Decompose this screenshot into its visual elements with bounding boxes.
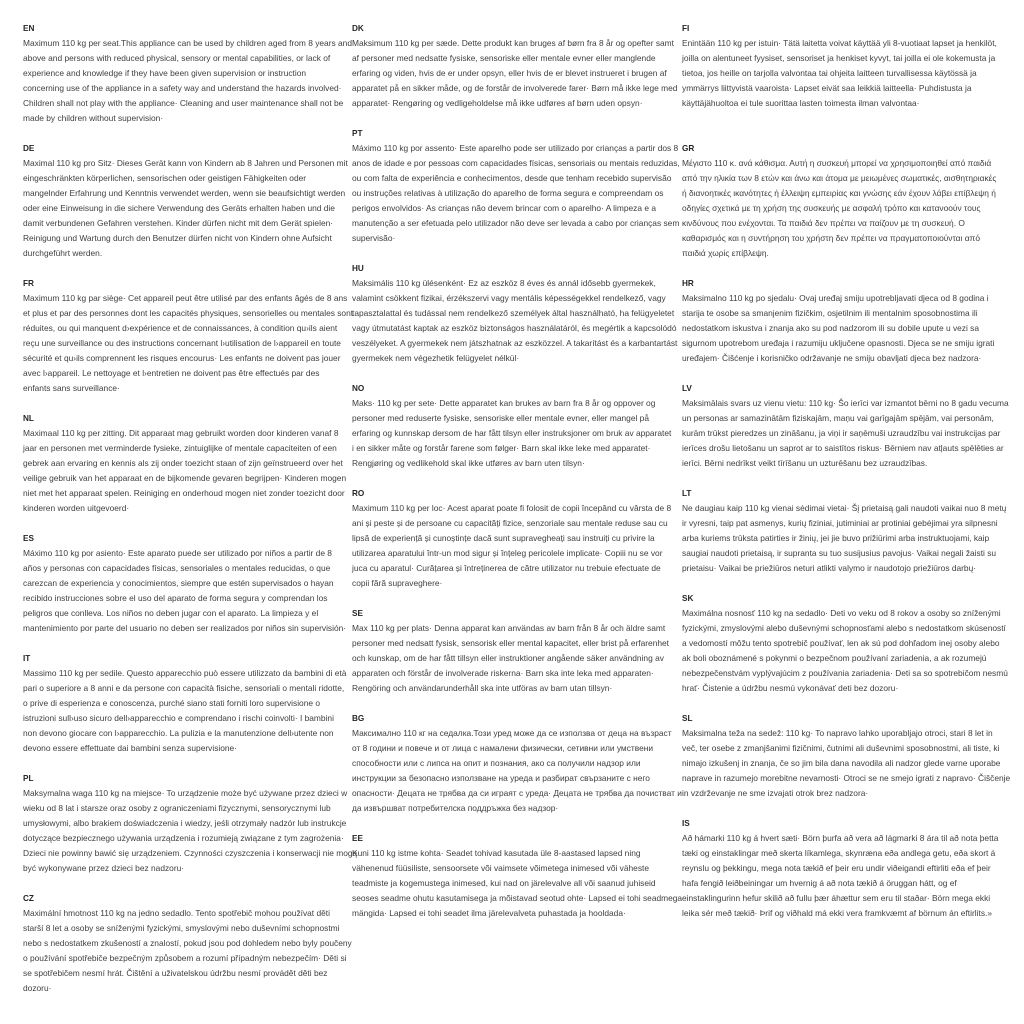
language-code-heading: LT — [682, 489, 692, 498]
paragraph-line: nebezpečenstvám vyplývajúcim z používania zariadenia· Deti sa so spotrebičom nesmú — [682, 668, 1008, 678]
paragraph-line: jaar en personen met verminderde fysieke, zintuiglijke of mentale capaciteiten of een — [23, 443, 337, 453]
paragraph-line: οδηγίες σχετικά με τη χρήση της συσκευής με ασφαλή τρόπο και κατανοούν τους — [682, 203, 981, 213]
paragraph-line: o používání spotřebiče bezpečným způsobem a rozumí případným nebezpečím· Děti si — [23, 953, 347, 963]
paragraph-line: reçu une surveillance ou des instructions concernant l›utilisation de l›appareil en toute — [23, 338, 341, 348]
paragraph-line: več, ter osebe z zmanjšanimi fizičnimi, čutnimi ali duševnimi sposobnostmi, ali tiste, ki — [682, 743, 1000, 753]
paragraph-line: peligros que conlleva. Los niños no deben jugar con el aparato. La limpieza y el — [23, 608, 319, 618]
language-section-ee — [352, 831, 682, 921]
paragraph-line: juca cu aparatul· Curățarea și întreținerea de către utilizator nu trebuie efectuate de — [352, 563, 661, 573]
paragraph-line: veilige gebruik van het apparaat en de bijkomende gevaren begrijpen· Kinderen mogen — [23, 473, 347, 483]
paragraph-line: kinderen worden uitgevoerd· — [23, 503, 130, 513]
paragraph-line: vähenenud füüsiliste, sensoorsete või vaimsete võimetega inimesed või väheste — [352, 863, 650, 873]
language-code-heading: EE — [352, 834, 363, 843]
paragraph-line: valamint csökkent fizikai, érzékszervi vagy mentális képességekkel rendelkező, vagy — [352, 293, 666, 303]
paragraph-line: Dzieci nie powinny bawić się urządzeniem. Czynności czyszczenia i konserwacji nie mogą — [23, 848, 358, 858]
paragraph-line: Maximaal 110 kg per zitting. Dit apparaat mag gebruikt worden door kinderen vanaf 8 — [23, 428, 339, 438]
paragraph-line: Maks· 110 kg per sete· Dette apparatet kan brukes av barn fra 8 år og oppover og — [352, 398, 656, 408]
language-code-heading: ES — [23, 534, 34, 543]
paragraph-line: enfants sans surveillance· — [23, 383, 120, 393]
paragraph-line: Máximo 110 kg por asiento· Este aparato puede ser utilizado por niños a partir de 8 — [23, 548, 332, 558]
paragraph-line: réduites, ou qui manquent d›expérience et de connaissances, à condition qu›ils aient — [23, 323, 338, 333]
language-section-sl — [682, 711, 1010, 801]
paragraph-line: käyttäjähuoltoa ei tule suorittaa lasten toimesta ilman valvontaa· — [682, 98, 920, 108]
paragraph-line: ani și peste și de persoane cu capacități fizice, senzoriale sau mentale reduse sau cu — [352, 518, 668, 528]
paragraph-line: istruzioni sull›uso sicuro dell›apparecchio e comprendano i rischi coinvolti· I bambini — [23, 713, 334, 723]
paragraph-line: Maksimālais svars uz vienu vietu: 110 kg· Šo ierīci var izmantot bērni no 8 gadu vecuma — [682, 398, 1009, 408]
language-code-heading: PL — [23, 774, 34, 783]
paragraph-line: Maximum 110 kg par siège· Cet appareil peut être utilisé par des enfants âgés de 8 ans — [23, 293, 348, 303]
paragraph-line: recibido instrucciones sobre el uso del aparato de forma segura y comprendan los — [23, 593, 328, 603]
paragraph-line: Maximum 110 kg per loc· Acest aparat poate fi folosit de copii începând cu vârsta de 8 — [352, 503, 672, 513]
paragraph-line: tæki og einstaklingar með skerta líkamlega, skynræna eða andlega getu, eða skort á — [682, 848, 996, 858]
paragraph-line: apparatet på en sikker måde, og de forstår de involverede farer· Børn må ikke lege med — [352, 83, 678, 93]
paragraph-line: ak boli oboznámené s pokynmi o bezpečnom používaní zariadenia, a ak rozumejú — [682, 653, 987, 663]
language-section-pt — [352, 126, 680, 246]
language-section-nl — [23, 411, 346, 516]
paragraph-line: ierīces drošu lietošanu un saprot ar to saistītos riskus· Bērniem nav atļauts spēlēties ar — [682, 443, 1004, 453]
paragraph-line: leika sér með tækið· Þrif og viðhald má ekki vera framkvæmt af börnum án eftirlits.» — [682, 908, 992, 918]
language-section-ro — [352, 486, 671, 591]
paragraph-line: lipsă de experiență și cunoștințe dacă sunt supravegheați sau instruiți cu privire la — [352, 533, 655, 543]
paragraph-line: af personer med nedsatte fysiske, sensoriske eller mentale evner eller manglende — [352, 53, 656, 63]
paragraph-line: copii fără supraveghere· — [352, 578, 443, 588]
language-section-bg — [352, 711, 682, 816]
language-code-heading: BG — [352, 714, 365, 723]
paragraph-line: uređajem· Čišćenje i korisničko održavanje ne smiju obavljati djeca bez nadzora· — [682, 353, 982, 363]
paragraph-line: ymmärrys liittyvistä vaaroista· Lapset eivät saa leikkiä laitteella· Puhdistusta ja — [682, 83, 972, 93]
paragraph-line: ierīci. Bērni nedrīkst veikt tīrīšanu un uzturēšanu bez uzraudzības. — [682, 458, 928, 468]
paragraph-line: apparatet· Rengøring og vedligeholdelse må ikke udføres af børn uden opsyn· — [352, 98, 643, 108]
paragraph-line: Maksimalno 110 kg po sjedalu· Ovaj uređaj smiju upotrebljavati djeca od 8 godina i — [682, 293, 989, 303]
paragraph-line: prietaisu· Vaikai be priežiūros neturi atlikti valymo ir naudotojo priežiūros darbų· — [682, 563, 977, 573]
language-section-dk — [352, 21, 677, 111]
paragraph-line: carezcan de experiencia y conocimientos, siempre que estén supervisados o hayan — [23, 578, 334, 588]
paragraph-line: ir vyresni, taip pat asmenys, kurių fiziniai, jutiminiai ar protiniai gebėjimai yra silpnesni — [682, 518, 998, 528]
language-code-heading: CZ — [23, 894, 34, 903]
language-section-pl — [23, 771, 357, 876]
paragraph-line: Rengöring och användarunderhåll ska inte utföras av barn utan tillsyn· — [352, 683, 613, 693]
paragraph-line: utilizarea aparatului într-un mod sigur și înțeleg pericolele implicate· Copiii nu se vor — [352, 548, 663, 558]
paragraph-line: starija te osobe sa smanjenim fizičkim, osjetilnim ili mentalnim sposobnostima ili — [682, 308, 978, 318]
paragraph-line: Максимално 110 кг на седалка.Този уред може да се използва от деца на възраст — [352, 728, 672, 738]
paragraph-line: personer med reduserte fysiske, sensoriske eller mentale evner, eller mangel på — [352, 413, 649, 423]
language-section-de — [23, 141, 348, 261]
language-code-heading: SL — [682, 714, 693, 723]
paragraph-line: teadmiste ja kogemustega inimesed, kui nad on järelevalve all või saanud juhiseid — [352, 878, 656, 888]
paragraph-line: ou instruções relativas à utilização do aparelho de forma segura e compreendam os — [352, 188, 664, 198]
language-section-hu — [352, 261, 677, 366]
paragraph-line: опасности· Децата не трябва да си играят с уреда· Децата не трябва да почистват и — [352, 788, 682, 798]
language-section-lv — [682, 381, 1009, 471]
paragraph-line: gebrek aan ervaring en kennis als zij onder toezicht staan of zijn geïnstrueerd over het — [23, 458, 343, 468]
language-code-heading: HU — [352, 264, 364, 273]
paragraph-line: być wykonywane przez dzieci bez nadzoru· — [23, 863, 185, 873]
paragraph-line: in vzdrževanje ne sme izvajati otrok brez nadzora· — [682, 788, 869, 798]
paragraph-line: wieku od 8 lat i starsze oraz osoby z ograniczeniami fizycznymi, sensorycznymi lub — [23, 803, 331, 813]
paragraph-line: Máximo 110 kg por assento· Este aparelho pode ser utilizado por crianças a partir dos 8 — [352, 143, 679, 153]
paragraph-line: naprave in razumejo morebitne nevarnosti· Otroci se ne smejo igrati z napravo· Čiščenje — [682, 773, 1011, 783]
paragraph-line: erfaring og kunnskap dersom de har fått tilsyn eller instruksjoner om bruk av apparatet — [352, 428, 672, 438]
language-code-heading: SK — [682, 594, 694, 603]
paragraph-line: supervisão· — [352, 233, 396, 243]
paragraph-line: Rengjøring og vedlikehold skal ikke utføres av barn uten tilsyn· — [352, 458, 585, 468]
language-code-heading: FR — [23, 279, 34, 288]
paragraph-line: Maksimum 110 kg per sæde. Dette produkt kan bruges af børn fra 8 år og opefter samt — [352, 38, 674, 48]
paragraph-line: saugiai naudoti prietaisą, ir supranta su tuo susijusius pavojus· Vaikai negali žaisti su — [682, 548, 997, 558]
paragraph-line: sécurité et qu›ils comprennent les risques encourus· Les enfants ne doivent pas jouer — [23, 353, 341, 363]
paragraph-line: ή διανοητικές ικανότητες ή έλλειψη εμπειρίας και γνώσης εάν έχουν λάβει επίβλεψη ή — [682, 188, 996, 198]
paragraph-line: starší 8 let a osoby se sníženými fyzickými, smyslovými nebo duševními schopnostmi — [23, 923, 340, 933]
paragraph-line: παιδιά χωρίς επίβλεψη. — [682, 248, 769, 258]
paragraph-line: Massimo 110 kg per sedile. Questo apparecchio può essere utilizzato da bambini di età — [23, 668, 347, 678]
paragraph-line: dozoru· — [23, 983, 52, 993]
paragraph-line: Μέγιστο 110 κ. ανά κάθισμα. Αυτή η συσκευή μπορεί να χρησιμοποιηθεί από παιδιά — [682, 158, 992, 168]
paragraph-line: Maximální hmotnost 110 kg na jedno sedadlo. Tento spotřebič mohou používat děti — [23, 908, 330, 918]
language-section-fi — [682, 21, 997, 111]
paragraph-line: nimajo izkušenj in znanja, če so jim bila dana navodila ali nadzor glede varne uporabe — [682, 758, 1001, 768]
paragraph-line: από την ηλικία των 8 ετών και άνω και άτομα με μειωμένες σωματικές, αισθητηριακές — [682, 173, 997, 183]
paragraph-line: devono essere effettuate dai bambini senza supervisione· — [23, 743, 238, 753]
language-code-heading: DK — [352, 24, 364, 33]
paragraph-line: concerning use of the appliance in a safety way and understand the hazards involved· — [23, 83, 342, 93]
paragraph-line: κινδύνους που ενέχονται. Τα παιδιά δεν πρέπει να παίζουν με τη συσκευή. Ο — [682, 218, 965, 228]
paragraph-line: experience and knowledge if they have been given supervision or instruction — [23, 68, 307, 78]
paragraph-line: tietoa, jos heille on tarjolla valvontaa tai ohjeita laitteen turvallisessa käytössä ja — [682, 68, 977, 78]
paragraph-line: seoses seadme ohutu kasutamisega ja mõistavad seotud ohte· Lapsed ei tohi seadmega — [352, 893, 683, 903]
paragraph-line: durchgeführt werden. — [23, 248, 103, 258]
language-code-heading: IT — [23, 654, 31, 663]
language-code-heading: EN — [23, 24, 35, 33]
paragraph-line: Maksimális 110 kg ülésenként· Ez az eszköz 8 éves és annál idősebb gyermekek, — [352, 278, 656, 288]
language-section-sk — [682, 591, 1008, 696]
language-section-is — [682, 816, 998, 921]
language-section-fr — [23, 276, 353, 396]
language-code-heading: NO — [352, 384, 365, 393]
paragraph-line: Reinigung und Wartung durch den Benutzer dürfen nicht von Kindern ohne Aufsicht — [23, 233, 332, 243]
paragraph-line: mängida· Lapsed ei tohi seadet ilma järelevalveta puhastada ja hooldada· — [352, 908, 626, 918]
paragraph-line: способности или с липса на опит и познания, ако са получили надзор или — [352, 758, 641, 768]
paragraph-line: Ne daugiau kaip 110 kg vienai sėdimai vietai· Šį prietaisą gali naudoti vaikai nuo 8 metų — [682, 503, 1007, 513]
language-code-heading: PT — [352, 129, 363, 138]
language-code-heading: SE — [352, 609, 363, 618]
paragraph-line: Maximum 110 kg per seat.This appliance can be used by children aged from 8 years and — [23, 38, 352, 48]
paragraph-line: a vedomostí môžu tento spotrebič používať, len ak sú pod dohľadom inej osoby alebo — [682, 638, 1000, 648]
paragraph-line: vagy útmutatást kaptak az eszköz biztonságos használatáról, és megértik a kapcsolódó — [352, 323, 677, 333]
paragraph-line: personer med nedsatt fysisk, sensorisk eller mental kapacitet, eller brist på erfarenhet — [352, 638, 670, 648]
paragraph-line: Maximálna nosnosť 110 kg na sedadlo· Deti vo veku od 8 rokov a osoby so zníženými — [682, 608, 1001, 618]
paragraph-line: i en sikker måte og forstår farene som følger· Barn skal ikke leke med apparatet· — [352, 443, 651, 453]
language-code-heading: HR — [682, 279, 694, 288]
paragraph-line: años y personas con capacidades físicas, sensoriales o mentales reducidas, o que — [23, 563, 331, 573]
paragraph-line: veszélyeket. A gyermekek nem játszhatnak az eszközzel. A takarítást és a karbantartást — [352, 338, 678, 348]
paragraph-line: anos de idade e por pessoas com capacidades físicas, sensoriais ou mentais reduzidas, — [352, 158, 680, 168]
paragraph-line: nedostatkom iskustva i znanja ako su pod nadzorom ili su dobile upute u vezi sa — [682, 323, 980, 333]
language-code-heading: GR — [682, 144, 695, 153]
paragraph-line: Children shall not play with the appliance· Cleaning and user maintenance shall not be — [23, 98, 344, 108]
language-section-gr — [682, 141, 996, 261]
paragraph-line: καθαρισμός και η συντήρηση του χρήστη δεν πρέπει να πραγματοποιούνται από — [682, 233, 980, 243]
language-section-se — [352, 606, 669, 696]
paragraph-line: manutenção a ser efetuada pelo utilizador não deve ser levada a cabo por crianças sem — [352, 218, 680, 228]
paragraph-line: dotyczące bezpiecznego używania urządzenia i rozumieją związane z tym zagrożenia· — [23, 833, 344, 843]
language-code-heading: DE — [23, 144, 35, 153]
paragraph-line: Maksymalna waga 110 kg na miejsce· To urządzenie może być używane przez dzieci w — [23, 788, 348, 798]
paragraph-line: pari o superiore a 8 anni e da persone con capacità fisiche, sensoriali o mentali ridotte, — [23, 683, 345, 693]
paragraph-line: damit verbundenen Gefahren verstehen. Kinder dürfen nicht mit dem Gerät spielen· — [23, 218, 334, 228]
paragraph-line: reynslu og þekkingu, mega nota tækið ef þeir eru undir viðeigandi eftirliti eða ef þeir — [682, 863, 991, 873]
language-code-heading: FI — [682, 24, 690, 33]
paragraph-line: Maximal 110 kg pro Sitz· Dieses Gerät kann von Kindern ab 8 Jahren und Personen mit — [23, 158, 348, 168]
paragraph-line: Enintään 110 kg per istuin· Tätä laitetta voivat käyttää yli 8-vuotiaat lapset ja henkilöt, — [682, 38, 997, 48]
paragraph-line: perigos envolvidos· As crianças não devem brincar com o aparelho· A limpeza e a — [352, 203, 656, 213]
paragraph-line: gyermekek nem végezhetik felügyelet nélkül· — [352, 353, 520, 363]
paragraph-line: от 8 години и повече и от лица с намалени физически, сетивни или умствени — [352, 743, 654, 753]
paragraph-line: se spotřebičem nesmí hrát. Čištění a uživatelskou údržbu nesmí provádět děti bez — [23, 968, 328, 978]
paragraph-line: einstaklingurinn hefur skilið að fullu þær áhættur sem eru til staðar· Börn mega ekki — [682, 893, 991, 903]
language-section-cz — [23, 891, 352, 996]
language-code-heading: LV — [682, 384, 692, 393]
paragraph-line: o prive di esperienza e conoscenza, purché siano stati forniti loro supervisione o — [23, 698, 321, 708]
paragraph-line: Max 110 kg per plats· Denna apparat kan användas av barn från 8 år och äldre samt — [352, 623, 666, 633]
paragraph-line: да извършват потребителска поддръжка без надзор· — [352, 803, 559, 813]
paragraph-line: ou com falta de experiência e conhecimentos, desde que tenham recebido supervisão — [352, 173, 672, 183]
paragraph-line: och kunskap, om de har fått tillsyn eller instruktioner angående säker användning av — [352, 653, 664, 663]
paragraph-line: erfaring og viden, hvis de er under opsyn, eller hvis de er blevet instrueret i brugen af — [352, 68, 667, 78]
paragraph-line: eingeschränkten körperlichen, sensorischen oder geistigen Fähigkeiten oder — [23, 173, 307, 183]
language-code-heading: IS — [682, 819, 690, 828]
language-section-lt — [682, 486, 1006, 576]
paragraph-line: joilla on alentuneet fyysiset, sensoriset ja henkiset kyvyt, tai joilla ei ole kokemusta ja — [682, 53, 996, 63]
paragraph-line: fyzickými, zmyslovými alebo duševnými schopnosťami alebo s nedostatkom skúseností — [682, 623, 1006, 633]
paragraph-line: avec l›appareil. Le nettoyage et l›entretien ne doivent pas être effectués par des — [23, 368, 320, 378]
paragraph-line: mangelnder Erfahrung und Kenntnis verwendet werden, wenn sie beaufsichtigt werden — [23, 188, 346, 198]
language-section-it — [23, 651, 346, 756]
paragraph-line: Að hámarki 110 kg á hvert sæti· Börn þurfa að vera að lágmarki 8 ára til að nota þetta — [682, 833, 999, 843]
language-section-en — [23, 21, 352, 126]
language-code-heading: RO — [352, 489, 365, 498]
paragraph-line: Maksimalna teža na sedež: 110 kg· To napravo lahko uporabljajo otroci, stari 8 let in — [682, 728, 993, 738]
paragraph-line: hafa fengið leiðbeiningar um hvernig á að nota tækið á öruggan hátt, og ef — [682, 878, 957, 888]
paragraph-line: niet met het apparaat spelen. Reiniging en onderhoud mogen niet zonder toezicht door — [23, 488, 345, 498]
paragraph-line: nebo s nedostatkem zkušeností a znalostí, pokud jsou pod dohledem nebo byly poučeny — [23, 938, 352, 948]
language-code-heading: NL — [23, 414, 34, 423]
paragraph-line: made by children without supervision· — [23, 113, 164, 123]
paragraph-line: mantenimiento por parte del usuario no deben ser realizados por niños sin supervisión· — [23, 623, 347, 633]
paragraph-line: hrať· Čistenie a údržbu nesmú vykonávať deti bez dozoru· — [682, 683, 899, 693]
paragraph-line: umysłowymi, albo brakiem doświadczenia i wiedzy, jeśli otrzymały nadzór lub instrukcje — [23, 818, 347, 828]
paragraph-line: oder eine Einweisung in die sichere Verwendung des Geräts erhalten haben und die — [23, 203, 335, 213]
paragraph-line: Kuni 110 kg istme kohta· Seadet tohivad kasutada üle 8-aastased lapsed ning — [352, 848, 641, 858]
language-section-no — [352, 381, 671, 471]
paragraph-line: arba kuriems trūksta patirties ir žinių, jei jie buvo prižiūrimi arba instruktuojami, kaip — [682, 533, 990, 543]
language-section-hr — [682, 276, 994, 366]
paragraph-line: et plus et par des personnes dont les capacités physiques, sensorielles ou mentales sont — [23, 308, 354, 318]
language-section-es — [23, 531, 346, 636]
paragraph-line: apparaten och förstår de involverade riskerna· Barn ska inte leka med apparaten· — [352, 668, 654, 678]
paragraph-line: above and persons with reduced physical, sensory or mental capabilities, or lack of — [23, 53, 331, 63]
paragraph-line: un personas ar samazinātām fiziskajām, maņu vai garīgajām spējām, vai personām, — [682, 413, 994, 423]
paragraph-line: tapasztalattal és tudással nem rendelkező személyek által használható, ha felügyeletet — [352, 308, 675, 318]
paragraph-line: sigurnom upotrebom uređaja i razumiju uključene opasnosti. Djeca se ne smiju igrati — [682, 338, 995, 348]
paragraph-line: kurām trūkst pieredzes un zināšanu, ja viņi ir saņēmuši uzraudzību vai instrukcijas par — [682, 428, 1001, 438]
paragraph-line: инструкции за безопасно използване на уреда и разбират свързаните с него — [352, 773, 650, 783]
paragraph-line: non devono giocare con l›apparecchio. La pulizia e la manutenzione dell›utente non — [23, 728, 334, 738]
